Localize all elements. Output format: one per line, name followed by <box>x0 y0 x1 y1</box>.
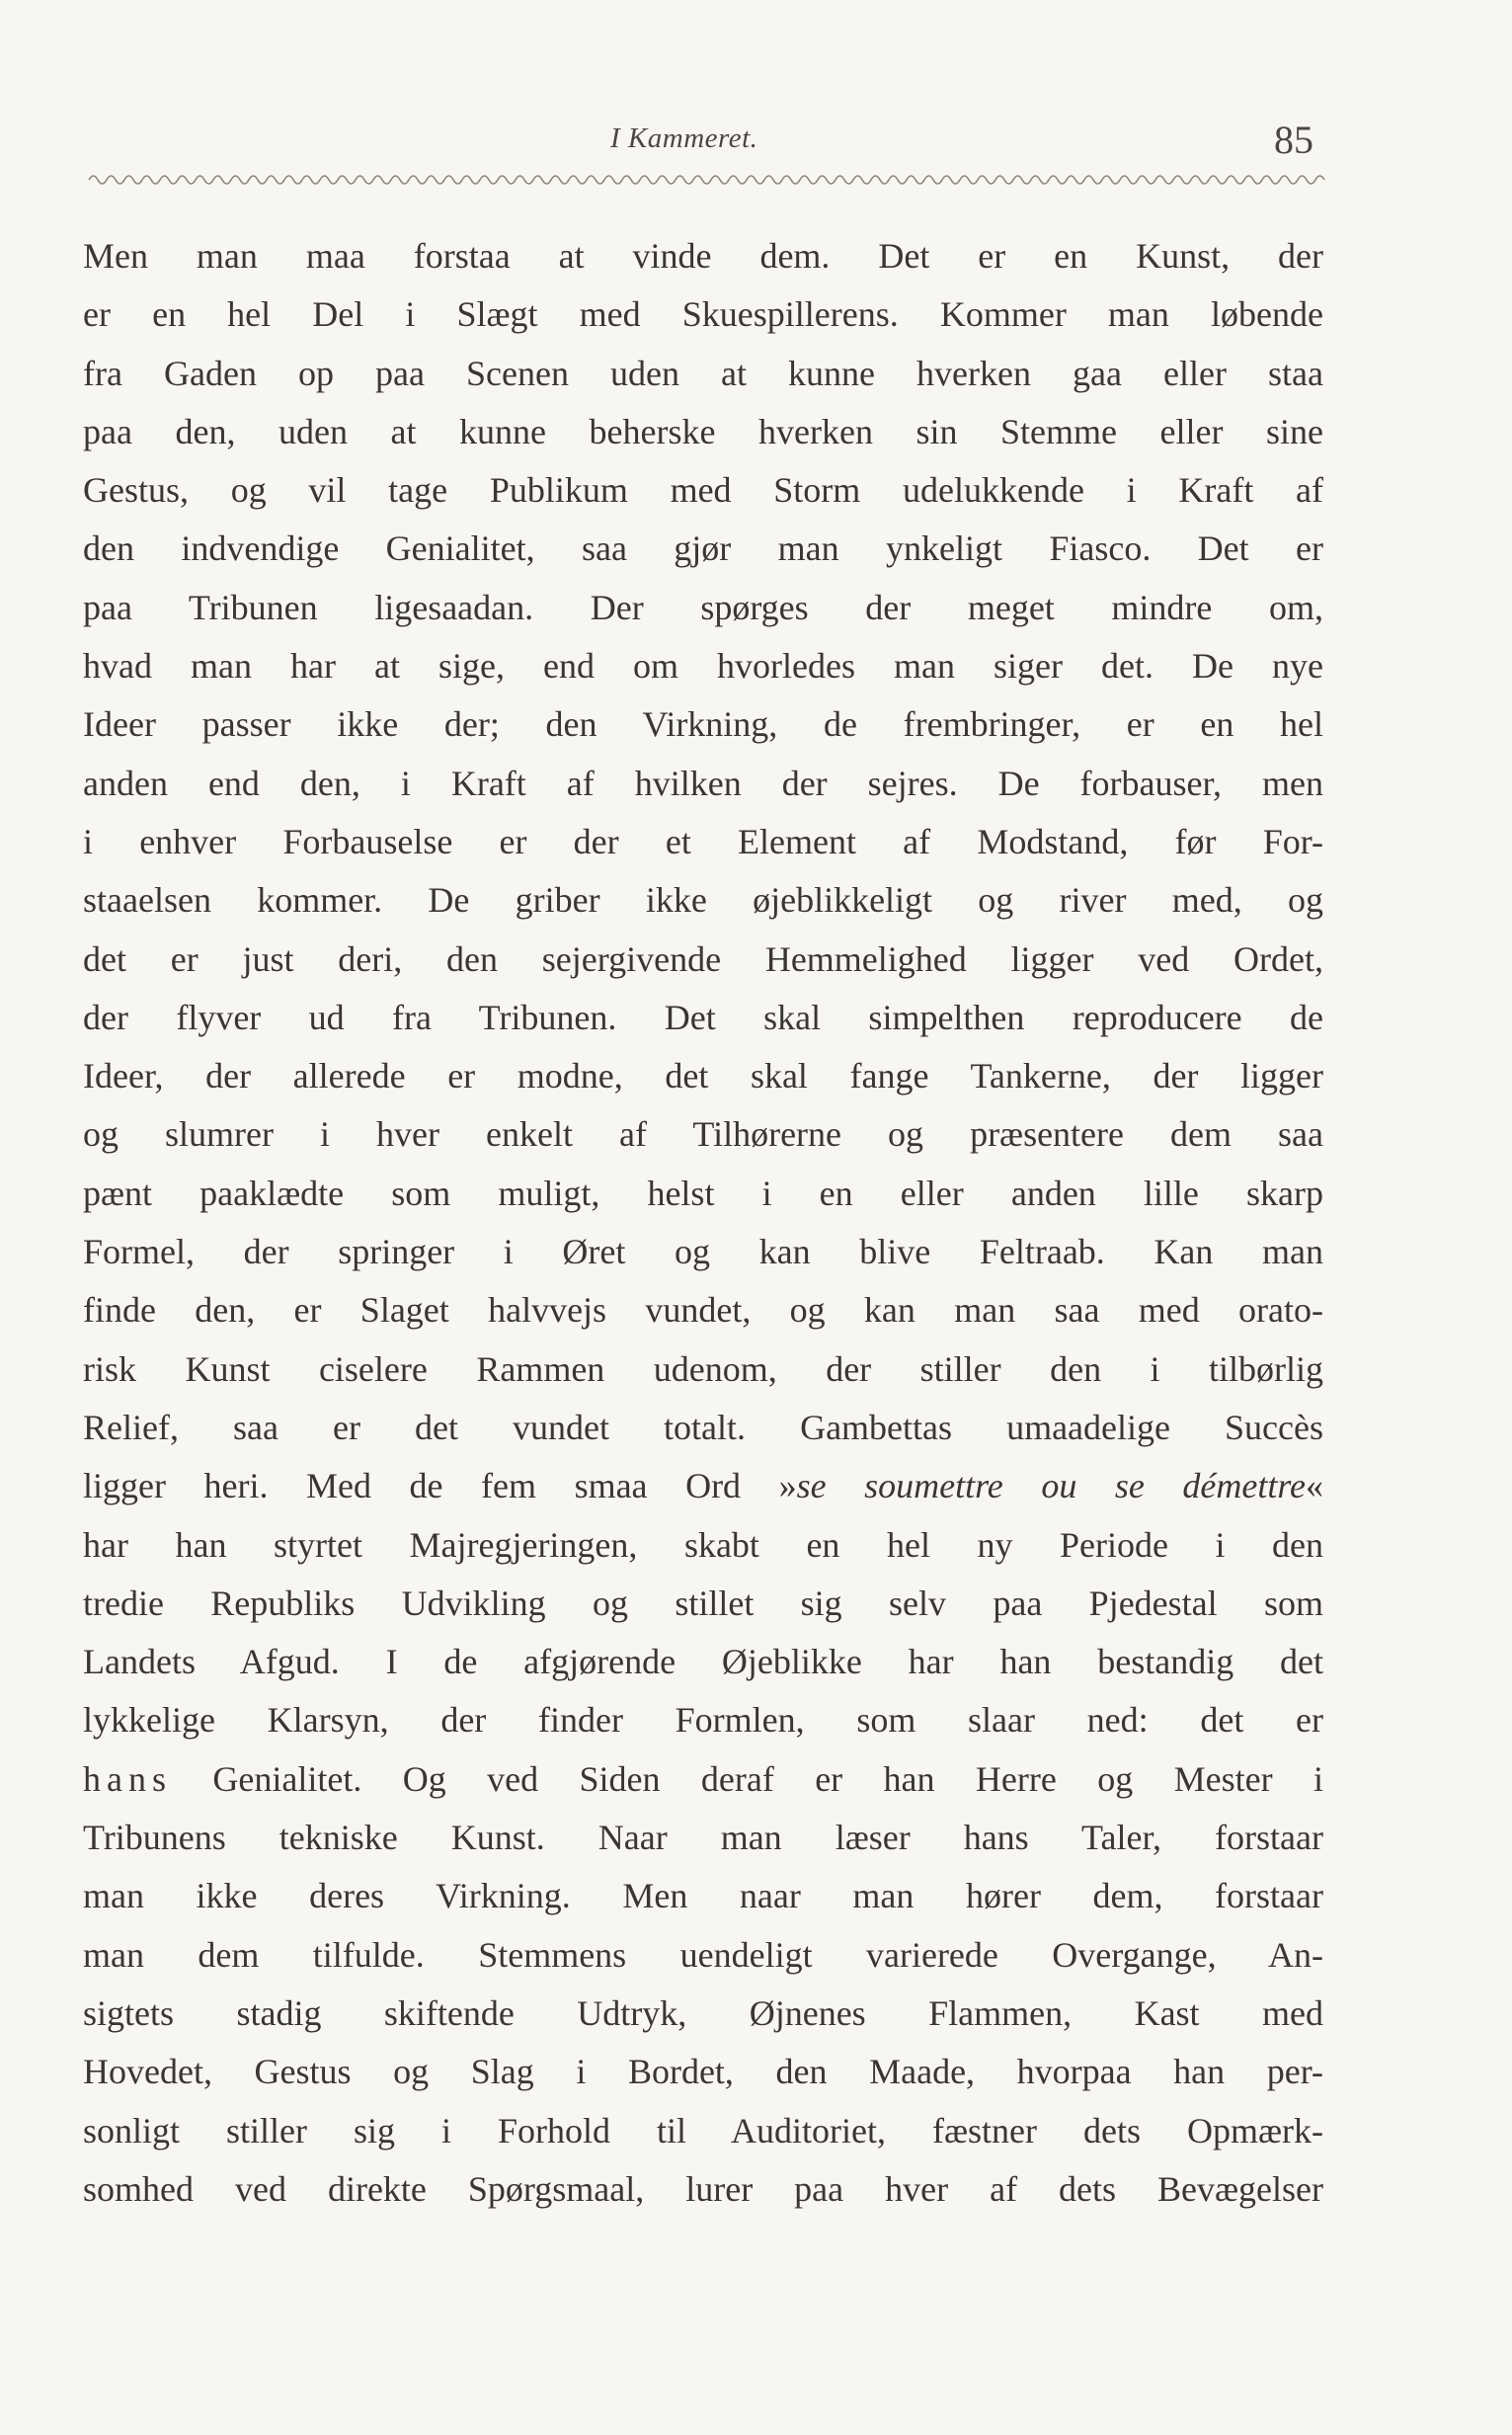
text-line: den indvendige Genialitet, saa gjør man ynkeligt Fiasco. Det er <box>83 528 1323 569</box>
running-title: I Kammeret. <box>610 122 758 154</box>
text-line: man ikke deres Virkning. Men naar man hører dem, forstaar <box>83 1876 1323 1916</box>
text-line: Relief, saa er det vundet totalt. Gambettas umaadelige Succès <box>83 1407 1323 1447</box>
text-line: i enhver Forbauselse er der et Element af Modstand, før For- <box>83 821 1323 861</box>
italic-quote: se soumettre ou se démettre <box>796 1466 1306 1506</box>
body-text <box>83 227 1323 2219</box>
text-line: lykkelige Klarsyn, der finder Formlen, som slaar ned: det er <box>83 1700 1323 1741</box>
text-line: har han styrtet Majregjeringen, skabt en hel ny Periode i den <box>83 1524 1323 1565</box>
line-remainder: Genialitet. Og ved Siden deraf er han Herre og Mester i <box>172 1758 1323 1799</box>
letterspaced-word: hans <box>83 1758 172 1799</box>
text-line: Tribunens tekniske Kunst. Naar man læser hans Taler, forstaar <box>83 1818 1323 1858</box>
text-line: fra Gaden op paa Scenen uden at kunne hverken gaa eller staa <box>83 353 1323 393</box>
quote-lead-text: ligger heri. Med de fem smaa Ord » <box>83 1466 797 1506</box>
text-line: risk Kunst ciselere Rammen udenom, der stiller den i tilbørlig <box>83 1348 1323 1389</box>
text-line: sonligt stiller sig i Forhold til Auditoriet, fæstner dets Opmærk- <box>83 2110 1323 2151</box>
text-line: hvad man har at sige, end om hvorledes man siger det. De nye <box>83 646 1323 687</box>
running-head <box>0 109 1512 168</box>
text-line-with-quote <box>83 1457 1323 1515</box>
text-line: Gestus, og vil tage Publikum med Storm udelukkende i Kraft af <box>83 470 1323 511</box>
text-line: Landets Afgud. I de afgjørende Øjeblikke har han bestandig det <box>83 1642 1323 1682</box>
text-line: sigtets stadig skiftende Udtryk, Øjnenes Flammen, Kast med <box>83 1992 1323 2033</box>
text-line-with-spaced-word <box>83 1750 1323 1809</box>
text-line: man dem tilfulde. Stemmens uendeligt varierede Overgange, An- <box>83 1934 1323 1975</box>
text-line: finde den, er Slaget halvvejs vundet, og kan man saa med orato- <box>83 1290 1323 1331</box>
page-number: 85 <box>1274 118 1313 162</box>
text-line: Hovedet, Gestus og Slag i Bordet, den Maade, hvorpaa han per- <box>83 2052 1323 2092</box>
text-line: og slumrer i hver enkelt af Tilhørerne og præsentere dem saa <box>83 1114 1323 1155</box>
text-line: Ideer, der allerede er modne, det skal fange Tankerne, der ligger <box>83 1056 1323 1096</box>
text-line: anden end den, i Kraft af hvilken der sejres. De forbauser, men <box>83 763 1323 803</box>
text-line: der flyver ud fra Tribunen. Det skal simpelthen reproducere de <box>83 997 1323 1037</box>
text-line: somhed ved direkte Spørgsmaal, lurer paa hver af dets Bevægelser <box>83 2168 1323 2209</box>
text-line: paa Tribunen ligesaadan. Der spørges der meget mindre om, <box>83 587 1323 627</box>
text-line: det er just deri, den sejergivende Hemmelighed ligger ved Ordet, <box>83 938 1323 979</box>
text-line: Ideer passer ikke der; den Virkning, de frembringer, er en hel <box>83 704 1323 745</box>
text-line: staaelsen kommer. De griber ikke øjeblikkeligt og river med, og <box>83 880 1323 921</box>
text-line: Formel, der springer i Øret og kan blive Feltraab. Kan man <box>83 1232 1323 1272</box>
text-line: er en hel Del i Slægt med Skuespillerens. Kommer man løbende <box>83 294 1323 335</box>
text-line: tredie Republiks Udvikling og stillet sig selv paa Pjedestal som <box>83 1583 1323 1623</box>
text-line: pænt paaklædte som muligt, helst i en eller anden lille skarp <box>83 1173 1323 1213</box>
text-line: paa den, uden at kunne beherske hverken sin Stemme eller sine <box>83 411 1323 451</box>
quote-close: « <box>1306 1466 1323 1506</box>
text-line: Men man maa forstaa at vinde dem. Det er en Kunst, der <box>83 236 1323 276</box>
